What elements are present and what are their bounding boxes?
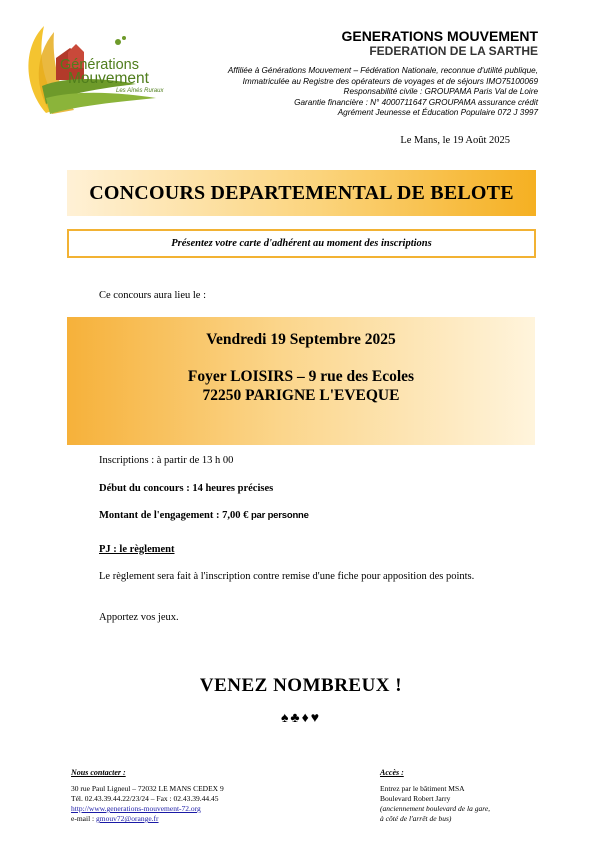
access-line: (anciennement boulevard de la gare, (380, 804, 491, 813)
closing-call: VENEZ NOMBREUX ! (199, 675, 403, 696)
start-time: Début du concours : 14 heures précises (99, 483, 274, 494)
org-subtitle: FEDERATION DE LA SARTHE (369, 44, 538, 58)
logo-line2: Mouvement (68, 70, 149, 87)
event-place: Foyer LOISIRS – 9 rue des Ecoles (187, 368, 415, 385)
rules-text: Le règlement sera fait à l'inscription contre remise d'une fiche pour apposition des points. (99, 571, 475, 582)
membership-notice: Présentez votre carte d'adhérent au moment des inscriptions (67, 229, 536, 258)
affiliation-line: Affiliée à Générations Mouvement – Fédération Nationale, reconnue d'utilité publique, (227, 66, 538, 75)
event-city: 72250 PARIGNE L'EVEQUE (202, 387, 400, 404)
access-line: à côté de l'arrêt de bus) (380, 814, 452, 823)
affiliation-line: Immatriculée au Registre des opérateurs de voyages et de séjours IMO75100069 (242, 76, 538, 86)
email-label: e-mail : (71, 814, 96, 823)
website-link[interactable]: http://www.generations-mouvement-72.org (71, 804, 201, 813)
access-title: Accès : (380, 768, 404, 777)
affiliation-line: Garantie financière : N° 4000711647 GROUPAMA assurance crédit (294, 97, 538, 107)
contact-address: 30 rue Paul Ligneul – 72032 LE MANS CEDEX 9 (71, 784, 224, 793)
logo-line1: Générations (60, 57, 139, 73)
card-suits-icon: ♠♣♦♥ (280, 711, 322, 726)
contact-title: Nous contacter : (71, 768, 126, 777)
logo-tagline: Les Aînés Ruraux (116, 88, 164, 94)
bring-games-text: Apportez vos jeux. (99, 612, 179, 623)
letter-date: Le Mans, le 19 Août 2025 (400, 135, 510, 146)
org-name: GENERATIONS MOUVEMENT (341, 28, 538, 44)
email-link[interactable]: gmouv72@orange.fr (96, 814, 159, 823)
access-line: Entrez par le bâtiment MSA (380, 784, 465, 793)
fee-suffix: par personne (250, 510, 309, 521)
fee-label: Montant de l'engagement : 7,00 € (99, 510, 249, 521)
attachment-label: PJ : le règlement (99, 544, 175, 555)
access-block (380, 768, 490, 824)
email-line (71, 814, 224, 824)
fee (99, 510, 309, 521)
page-title: CONCOURS DEPARTEMENTAL DE BELOTE (89, 181, 514, 204)
access-line: Boulevard Robert Jarry (380, 794, 451, 803)
logo-text (60, 58, 163, 96)
contact-phone: Tél. 02.43.39.44.22/23/24 – Fax : 02.43.39.44.45 (71, 794, 219, 803)
affiliation-line: Agrément Jeunesse et Éducation Populaire 072 J 3997 (337, 108, 538, 117)
lead-text: Ce concours aura lieu le : (99, 290, 206, 301)
contact-block (71, 768, 224, 824)
affiliation-line: Responsabilité civile : GROUPAMA Paris Val de Loire (343, 87, 538, 96)
inscriptions-time: Inscriptions : à partir de 13 h 00 (99, 455, 234, 466)
event-date: Vendredi 19 Septembre 2025 (206, 331, 396, 348)
affiliation-block (228, 66, 538, 119)
